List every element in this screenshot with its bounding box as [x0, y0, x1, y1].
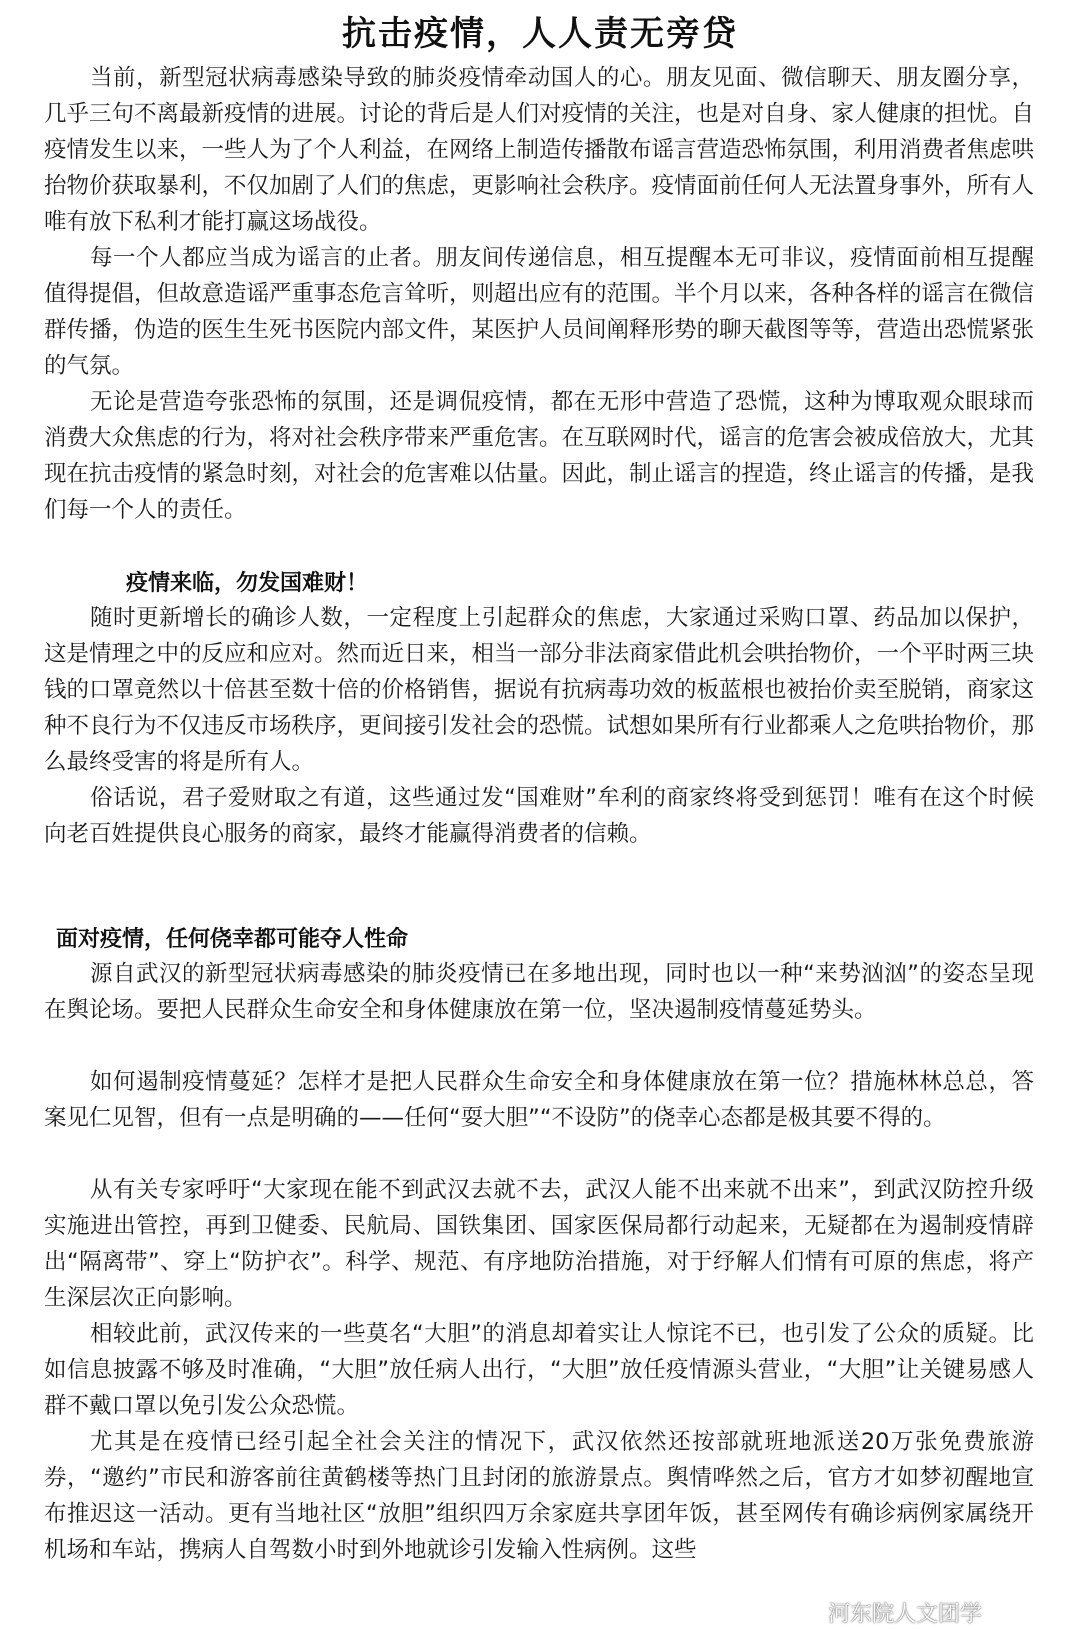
section-heading-1: 疫情来临，勿发国难财！	[126, 571, 369, 596]
paragraph-2: 每一个人都应当成为谣言的止者。朋友间传递信息，相互提醒本无可非议，疫情面前相互提醒值得提倡，但故意造谣严重事态危言耸听，则超出应有的范围。半个月以来，各种各样的谣言在微信群传播，伪造的医生生死书医院内部文件，某医护人员间阐释形势的聊天截图等等，营造出恐慌紧张的气氛。	[44, 245, 1035, 379]
paragraph-10: 尤其是在疫情已经引起全社会关注的情况下，武汉依然还按部就班地派送20万张免费旅游券，“邀约”市民和游客前往黄鹤楼等热门且封闭的旅游景点。舆情哗然之后，官方才如梦初醒地宣布推迟这一活动。更有当地社区“放胆”组织四万余家庭共享团年饭，甚至网传有确诊病例家属绕开机场和车站，携病人自驾数小时到外地就诊引发输入性病例。这些	[44, 1429, 1034, 1563]
paragraph-1: 当前，新型冠状病毒感染导致的肺炎疫情牵动国人的心。朋友见面、微信聊天、朋友圈分享，几乎三句不离最新疫情的进展。讨论的背后是人们对疫情的关注，也是对自身、家人健康的担忧。自疫情发生以来，一些人为了个人利益，在网络上制造传播散布谣言营造恐怖氛围，利用消费者焦虑哄抬物价获取暴利，不仅加剧了人们的焦虑，更影响社会秩序。疫情面前任何人无法置身事外，所有人唯有放下私利才能打赢这场战役。	[44, 65, 1035, 235]
paragraph-7: 如何遏制疫情蔓延？怎样才是把人民群众生命安全和身体健康放在第一位？措施林林总总，答案见仁见智，但有一点是明确的——任何“耍大胆”“不设防”的侥幸心态都是极其要不得的。	[44, 1069, 1034, 1131]
wechat-icon	[792, 1599, 822, 1625]
watermark-text: 河东院人文团学	[828, 1601, 983, 1627]
paragraph-8: 从有关专家呼吁“大家现在能不到武汉去就不去，武汉人能不出来就不出来”，到武汉防控升级实施进出管控，再到卫健委、民航局、国铁集团、国家医保局都行动起来，无疑都在为遏制疫情辟出“隔离带”、穿上“防护衣”。科学、规范、有序地防治措施，对于纾解人们情有可原的焦虑，将产生深层次正向影响。	[44, 1177, 1034, 1311]
paragraph-6: 源自武汉的新型冠状病毒感染的肺炎疫情已在多地出现，同时也以一种“来势汹汹”的姿态呈现在舆论场。要把人民群众生命安全和身体健康放在第一位，坚决遏制疫情蔓延势头。	[44, 961, 1034, 1023]
page-title: 抗击疫情，人人责无旁贷	[342, 14, 738, 54]
paragraph-4: 随时更新增长的确诊人数，一定程度上引起群众的焦虑，大家通过采购口罩、药品加以保护，这是情理之中的反应和应对。然而近日来，相当一部分非法商家借此机会哄抬物价，一个平时两三块钱的口罩竟然以十倍甚至数十倍的价格销售，据说有抗病毒功效的板蓝根也被抬价卖至脱销，商家这种不良行为不仅违反市场秩序，更间接引发社会的恐慌。试想如果所有行业都乘人之危哄抬物价，那么最终受害的将是所有人。	[44, 605, 1035, 775]
watermark	[792, 1594, 982, 1630]
paragraph-3: 无论是营造夸张恐怖的氛围，还是调侃疫情，都在无形中营造了恐慌，这种为博取观众眼球而消费大众焦虑的行为，将对社会秩序带来严重危害。在互联网时代，谣言的危害会被成倍放大，尤其现在抗击疫情的紧急时刻，对社会的危害难以估量。因此，制止谣言的捏造，终止谣言的传播，是我们每一个人的责任。	[44, 389, 1035, 523]
paragraph-5: 俗话说，君子爱财取之有道，这些通过发“国难财”牟利的商家终将受到惩罚！唯有在这个时候向老百姓提供良心服务的商家，最终才能赢得消费者的信赖。	[44, 785, 1034, 847]
section-heading-2: 面对疫情，任何侥幸都可能夺人性命	[56, 927, 409, 952]
paragraph-9: 相较此前，武汉传来的一些莫名“大胆”的消息却着实让人惊诧不已，也引发了公众的质疑。比如信息披露不够及时准确，“大胆”放任病人出行，“大胆”放任疫情源头营业，“大胆”让关键易感人群不戴口罩以免引发公众恐慌。	[44, 1321, 1034, 1419]
